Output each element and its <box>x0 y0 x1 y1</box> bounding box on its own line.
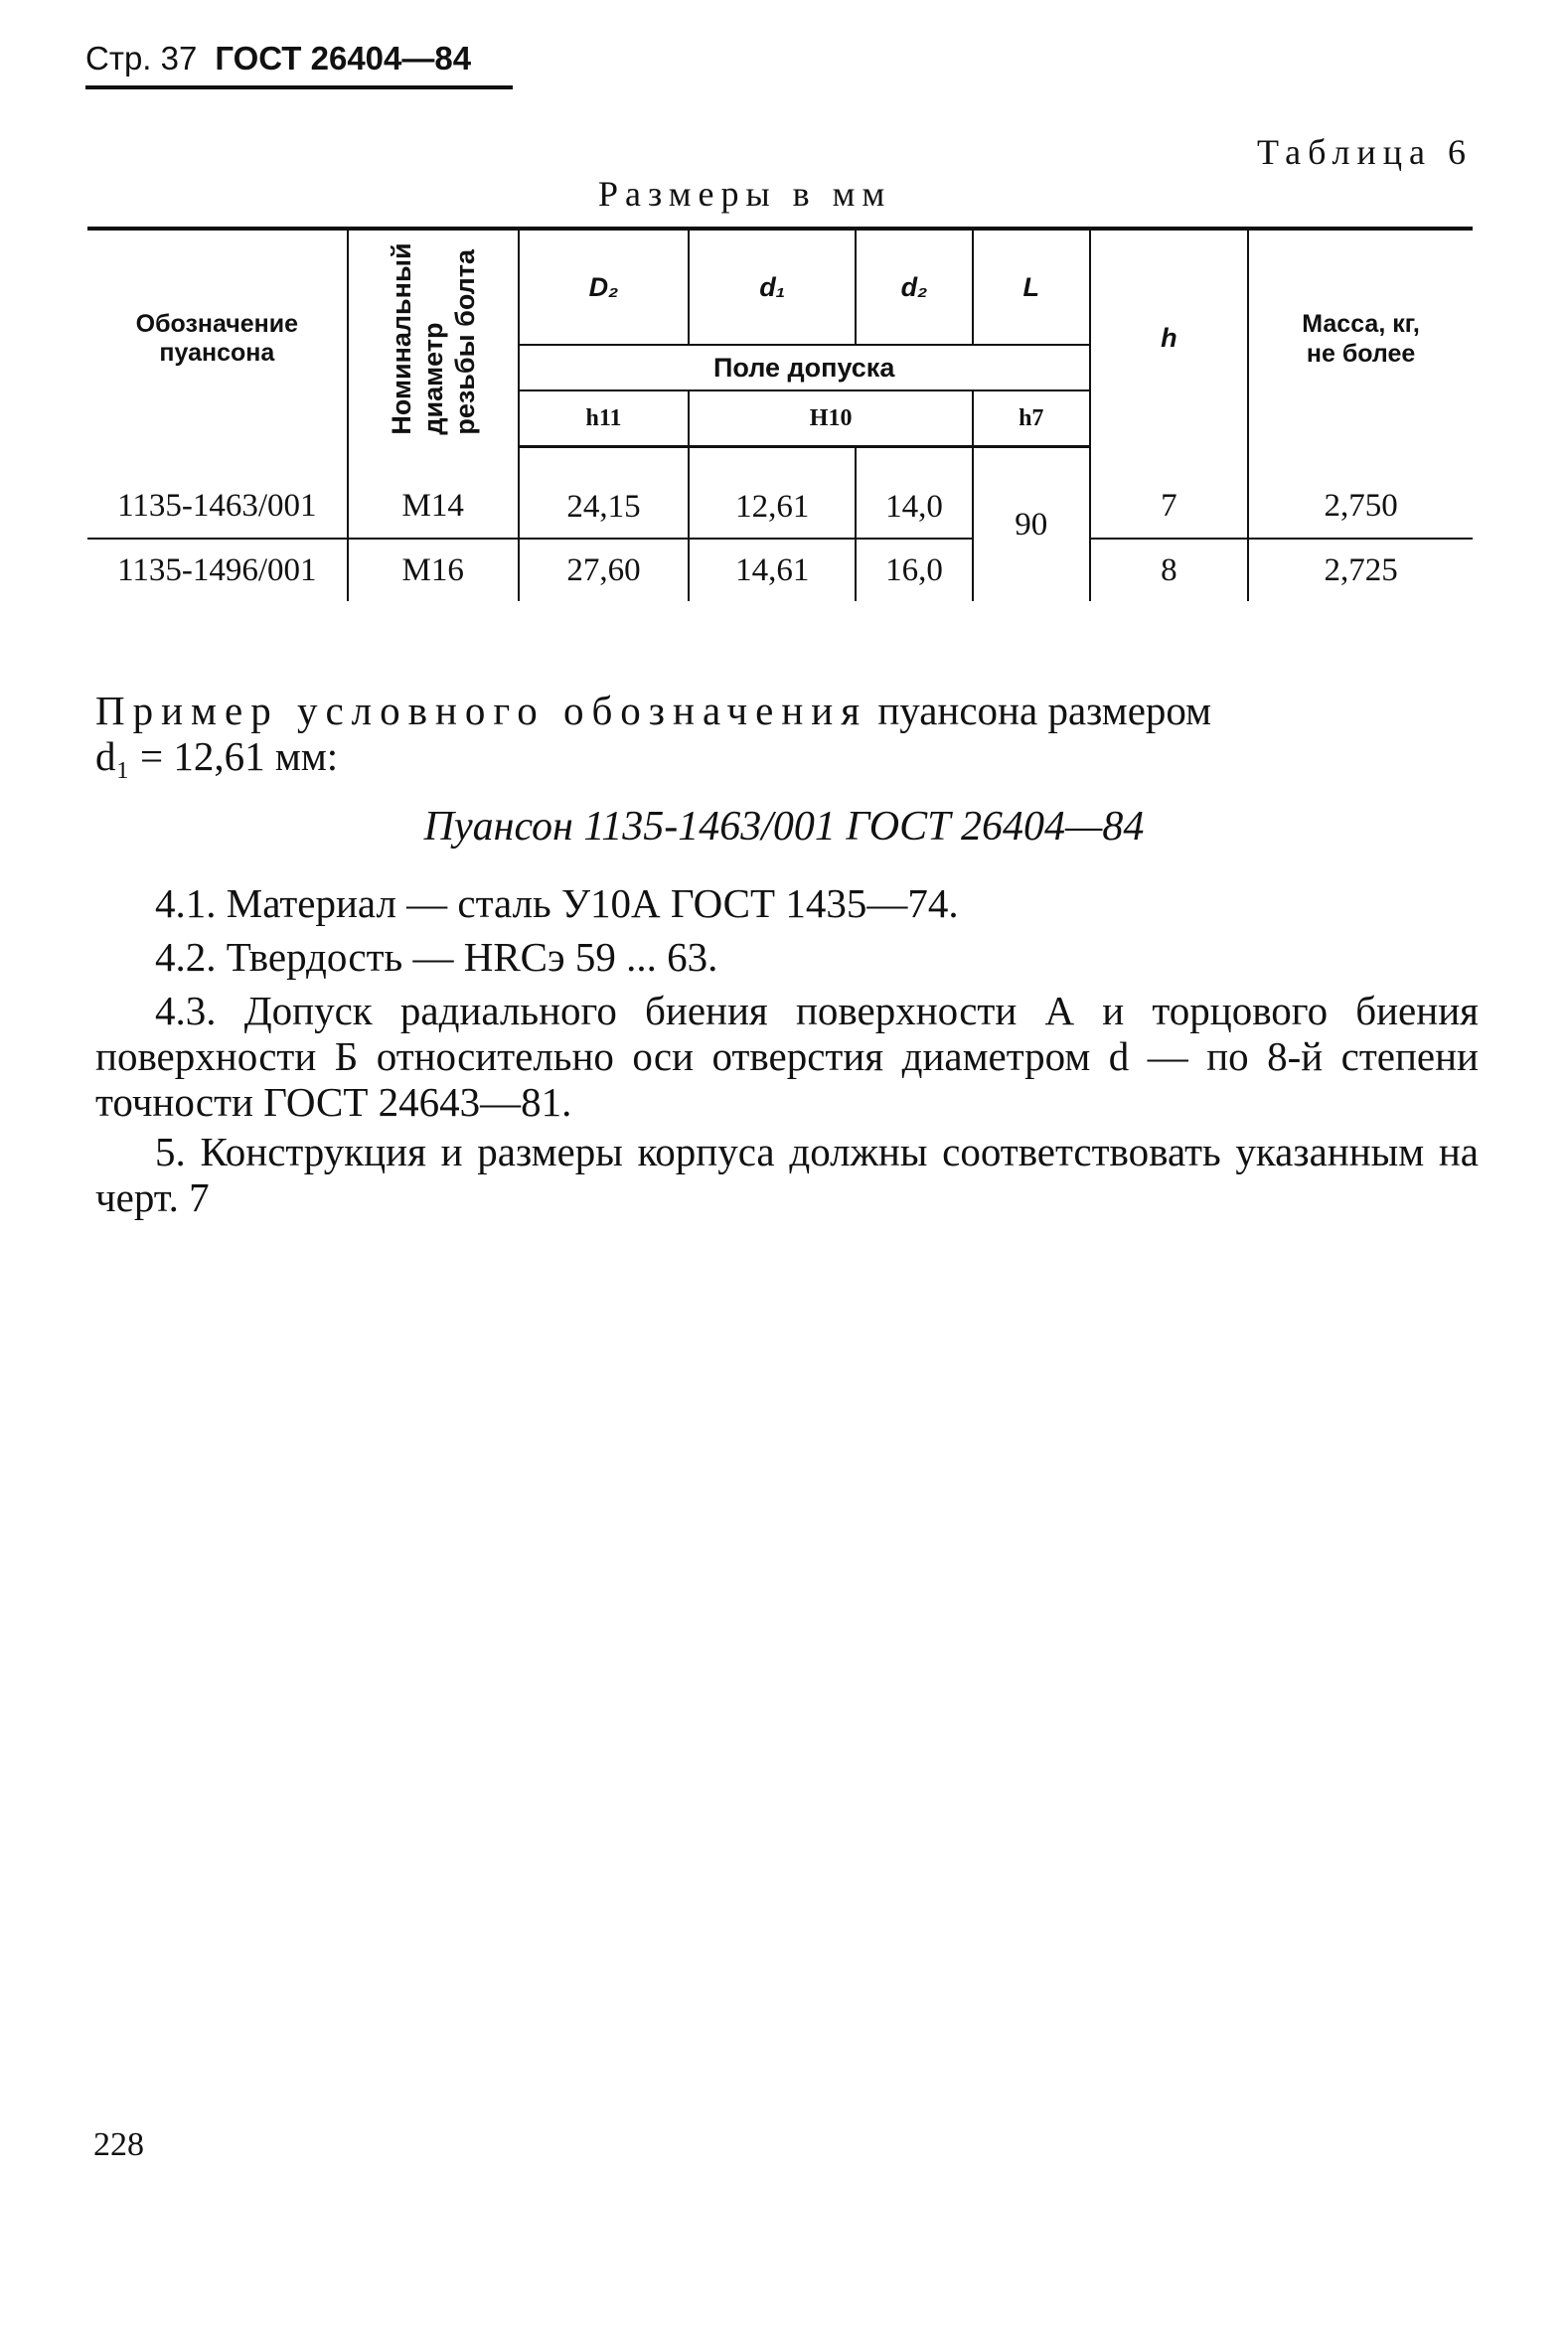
paragraph-5: 5. Конструкция и размеры корпуса должны соответствовать указанным на черт. 7 <box>95 1129 1479 1220</box>
example-lead: Пример условного обозначения <box>95 688 868 733</box>
header-nominal-diameter <box>348 229 519 447</box>
cell-designation: 1135-1463/001 <box>87 447 348 540</box>
table-number: Таблица 6 <box>1257 132 1473 172</box>
cell-h: 7 <box>1090 447 1249 540</box>
table-row <box>87 539 1473 601</box>
header-mass: Масса, кг, не более <box>1248 229 1473 447</box>
cell-d2: 14,0 <box>856 447 973 540</box>
header-d1: d₁ <box>689 229 856 345</box>
header-tolerance-field: Поле допуска <box>519 345 1090 390</box>
header-nominal-line2: диаметр <box>417 322 448 435</box>
example-code: Пуансон 1135-1463/001 ГОСТ 26404—84 <box>423 804 1145 850</box>
table-caption: Размеры в мм <box>598 174 892 214</box>
header-tol-d: H10 <box>689 390 973 447</box>
header-nominal-line3: резьбы болта <box>449 248 480 435</box>
page-number: 228 <box>93 2126 144 2163</box>
page-header-prefix: Стр. 37 <box>85 40 198 77</box>
header-nominal-line1: Номинальный <box>386 242 416 435</box>
header-d2: d₂ <box>856 229 973 345</box>
cell-nominal: М16 <box>348 539 519 601</box>
cell-nominal: М14 <box>348 447 519 540</box>
header-D2: D₂ <box>519 229 690 345</box>
cell-D2: 27,60 <box>519 539 690 601</box>
page-header-standard: ГОСТ 26404—84 <box>215 40 472 77</box>
cell-D2: 24,15 <box>519 447 690 540</box>
paragraph-4-2: 4.2. Твердость — HRCэ 59 ... 63. <box>155 934 718 980</box>
page-header <box>85 40 513 89</box>
paragraph-4-3: 4.3. Допуск радиального биения поверхности А и торцового биения поверхности Б относительно оси отверстия диаметром d — по 8-й степени точности ГОСТ 24643—81. <box>95 988 1479 1125</box>
cell-mass: 2,750 <box>1248 447 1473 540</box>
example-size: d₁ = 12,61 мм: <box>95 733 339 779</box>
cell-d1: 12,61 <box>689 447 856 540</box>
header-tol-L: h7 <box>973 390 1090 447</box>
cell-h: 8 <box>1090 539 1249 601</box>
cell-L-shared: 90 <box>973 447 1090 602</box>
cell-d1: 14,61 <box>689 539 856 601</box>
spec-table <box>87 227 1473 601</box>
table-row <box>87 447 1473 540</box>
cell-d2: 16,0 <box>856 539 973 601</box>
header-L: L <box>973 229 1090 345</box>
header-tol-D2: h11 <box>519 390 690 447</box>
example-paragraph <box>95 688 1479 779</box>
example-rest: пуансона размером <box>877 688 1212 733</box>
cell-mass: 2,725 <box>1248 539 1473 601</box>
header-designation: Обозначение пуансона <box>87 229 348 447</box>
cell-designation: 1135-1496/001 <box>117 551 317 588</box>
table-header-row <box>87 229 1473 345</box>
paragraph-4-1: 4.1. Материал — сталь У10А ГОСТ 1435—74. <box>155 880 959 926</box>
header-h: h <box>1090 229 1249 447</box>
